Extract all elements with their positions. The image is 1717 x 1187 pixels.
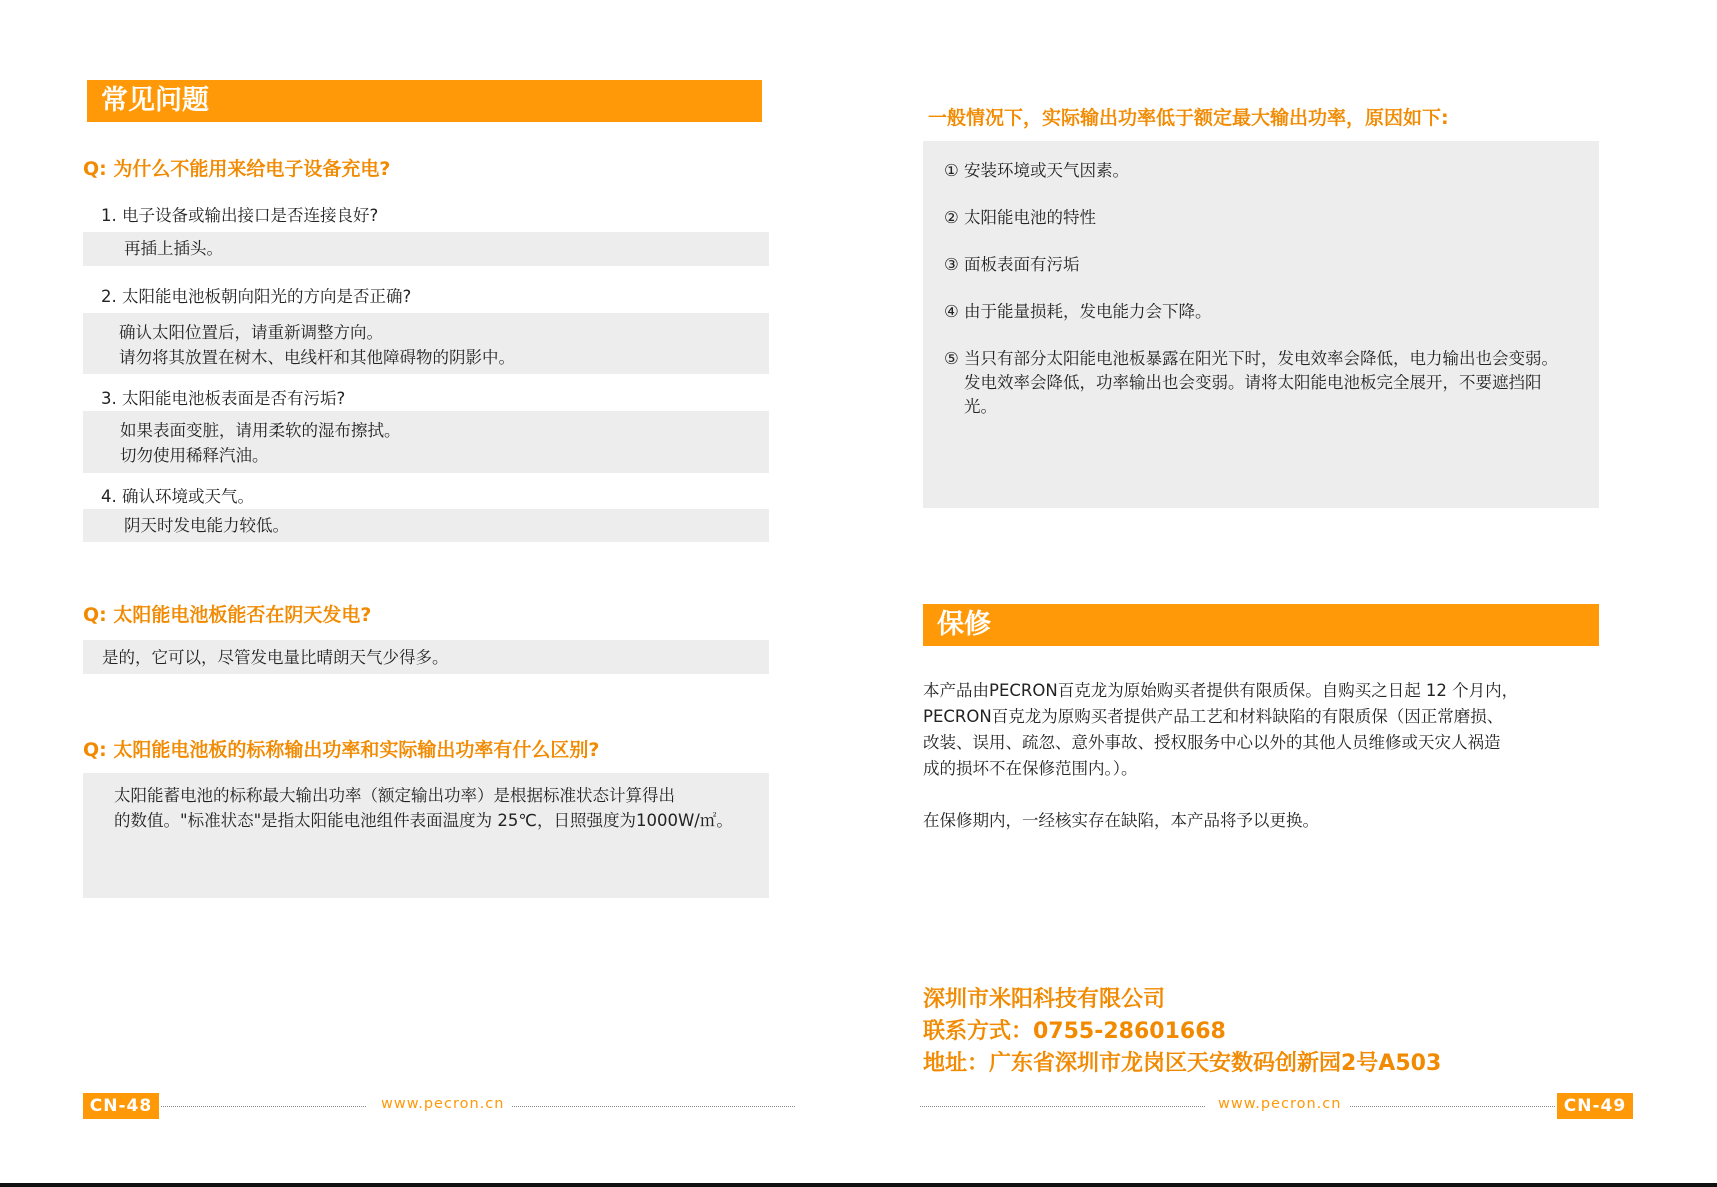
company-name: 深圳市米阳科技有限公司 — [923, 987, 1166, 1012]
q2-answer: 是的，它可以，尽管发电量比晴朗天气少得多。 — [102, 648, 449, 667]
q1-item-1-answer-box — [83, 232, 769, 266]
page-number-left: CN-48 — [83, 1093, 159, 1119]
warranty-line-2: PECRON百克龙为原购买者提供产品工艺和材料缺陷的有限质保（因正常磨损、 — [923, 707, 1504, 726]
q1-item-3-answer-box — [83, 411, 769, 473]
company-contact: 联系方式：0755-28601668 — [923, 1019, 1226, 1044]
q3-answer-line-2: 的数值。"标准状态"是指太阳能电池组件表面温度为 25℃，日照强度为1000W/㎡。 — [114, 811, 733, 830]
q1-item-2-answer-line-1: 确认太阳位置后，请重新调整方向。 — [119, 323, 383, 342]
warranty-line-4: 成的损坏不在保修范围内。）。 — [923, 759, 1138, 778]
faq-heading: 常见问题 — [101, 85, 209, 116]
reason-4: ④ 由于能量损耗，发电能力会下降。 — [944, 302, 1212, 321]
warranty-line-3: 改装、误用、疏忽、意外事故、授权服务中心以外的其他人员维修或天灾人祸造 — [923, 733, 1501, 752]
faq-heading-bar — [87, 80, 762, 122]
question-3: Q: 太阳能电池板的标称输出功率和实际输出功率有什么区别? — [83, 739, 600, 761]
warranty-replacement: 在保修期内，一经核实存在缺陷，本产品将予以更换。 — [923, 811, 1319, 830]
q3-answer-box — [83, 773, 769, 898]
reasons-box — [923, 141, 1599, 508]
footer-dots-left-1 — [161, 1106, 366, 1107]
warranty-heading: 保修 — [937, 609, 991, 640]
q1-item-1-label: 1. 电子设备或输出接口是否连接良好? — [101, 206, 379, 225]
warranty-heading-bar — [923, 604, 1599, 646]
q1-item-4-answer-box — [83, 509, 769, 542]
q1-item-3-answer-line-1: 如果表面变脏，请用柔软的湿布擦拭。 — [120, 421, 401, 440]
warranty-paragraph — [923, 678, 1518, 782]
q3-answer-line-1: 太阳能蓄电池的标称最大输出功率（额定输出功率）是根据标准状态计算得出 — [114, 786, 675, 805]
q1-item-3-label: 3. 太阳能电池板表面是否有污垢? — [101, 389, 346, 408]
warranty-line-1: 本产品由PECRON百克龙为原始购买者提供有限质保。自购买之日起 12 个月内， — [923, 681, 1519, 700]
q2-answer-box — [83, 640, 769, 674]
company-address: 地址：广东省深圳市龙岗区天安数码创新园2号A503 — [923, 1051, 1442, 1076]
reason-3: ③ 面板表面有污垢 — [944, 255, 1080, 274]
footer-dots-right-1 — [920, 1106, 1205, 1107]
question-2: Q: 太阳能电池板能否在阴天发电? — [83, 604, 372, 626]
q1-item-3-answer-line-2: 切勿使用稀释汽油。 — [120, 446, 269, 465]
reason-2: ② 太阳能电池的特性 — [944, 208, 1097, 227]
reason-5: ⑤ 当只有部分太阳能电池板暴露在阳光下时，发电效率会降低，电力输出也会变弱。发电效率会降低，功率输出也会变弱。请将太阳能电池板完全展开，不要遮挡阳光。 — [944, 349, 1559, 416]
question-1: Q: 为什么不能用来给电子设备充电? — [83, 158, 391, 180]
footer-url-right[interactable]: www.pecron.cn — [1218, 1096, 1342, 1112]
reason-1: ① 安装环境或天气因素。 — [944, 161, 1130, 180]
reasons-title: 一般情况下，实际输出功率低于额定最大输出功率，原因如下: — [928, 107, 1449, 129]
footer-dots-right-2 — [1350, 1106, 1555, 1107]
q1-item-2-label: 2. 太阳能电池板朝向阳光的方向是否正确? — [101, 287, 412, 306]
q1-item-2-answer-box — [83, 313, 769, 374]
page-number-right: CN-49 — [1557, 1093, 1633, 1119]
q1-item-4-answer: 阴天时发电能力较低。 — [124, 516, 289, 535]
q1-item-4-label: 4. 确认环境或天气。 — [101, 487, 254, 506]
q1-item-1-answer: 再插上插头。 — [124, 239, 223, 258]
q1-item-2-answer-line-2: 请勿将其放置在树木、电线杆和其他障碍物的阴影中。 — [119, 348, 515, 367]
bottom-rule — [0, 1183, 1717, 1187]
footer-dots-left-2 — [512, 1106, 795, 1107]
footer-url-left[interactable]: www.pecron.cn — [381, 1096, 505, 1112]
